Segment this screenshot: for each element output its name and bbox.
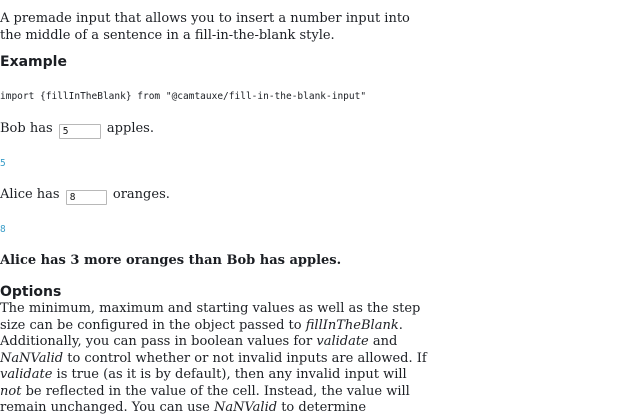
- alice-sentence: [0, 186, 170, 205]
- alice-output: 8: [0, 224, 6, 235]
- bob-sentence: [0, 120, 154, 139]
- bob-suffix: apples.: [106, 121, 154, 136]
- nanvalid-term: NaNValid: [0, 350, 64, 366]
- bob-prefix: Bob has: [0, 121, 53, 136]
- alice-prefix: Alice has: [0, 187, 60, 202]
- not-emphasis: not: [0, 383, 22, 399]
- alice-suffix: oranges.: [112, 187, 170, 202]
- bob-output: 5: [0, 158, 6, 169]
- alice-number-input[interactable]: [66, 190, 107, 205]
- validate-term-2: validate: [0, 367, 53, 382]
- options-text-6: be reflected in the value of the cell. Instead, the value will remain unchanged. You can use: [0, 383, 410, 415]
- validate-term: validate: [316, 334, 369, 349]
- options-text-1: The minimum, maximum and starting values as well as the step size can be configured in the object passed to: [0, 301, 421, 333]
- options-text-7: to determine: [277, 400, 367, 415]
- options-text-4: to control whether or not invalid inputs are allowed. If: [63, 350, 427, 366]
- options-text-2: . Additionally, you can pass in boolean values for: [0, 317, 403, 349]
- nanvalid-term-2: NaNValid: [213, 400, 278, 415]
- example-heading: Example: [0, 54, 67, 70]
- options-paragraph: [0, 301, 430, 417]
- summary-text: Alice has 3 more oranges than Bob has apples.: [0, 253, 342, 268]
- fn-name: fillInTheBlank: [305, 317, 399, 333]
- options-text-5: is true (as it is by default), then any invalid input will: [52, 367, 407, 382]
- import-code: import {fillInTheBlank} from "@camtauxe/fill-in-the-blank-input": [0, 91, 367, 102]
- bob-number-input[interactable]: [59, 124, 101, 139]
- options-text-3: and: [368, 334, 398, 349]
- intro-text: A premade input that allows you to insert a number input into the middle of a sentence in a fill-in-the-blank style.: [0, 11, 410, 43]
- options-heading: Options: [0, 284, 62, 300]
